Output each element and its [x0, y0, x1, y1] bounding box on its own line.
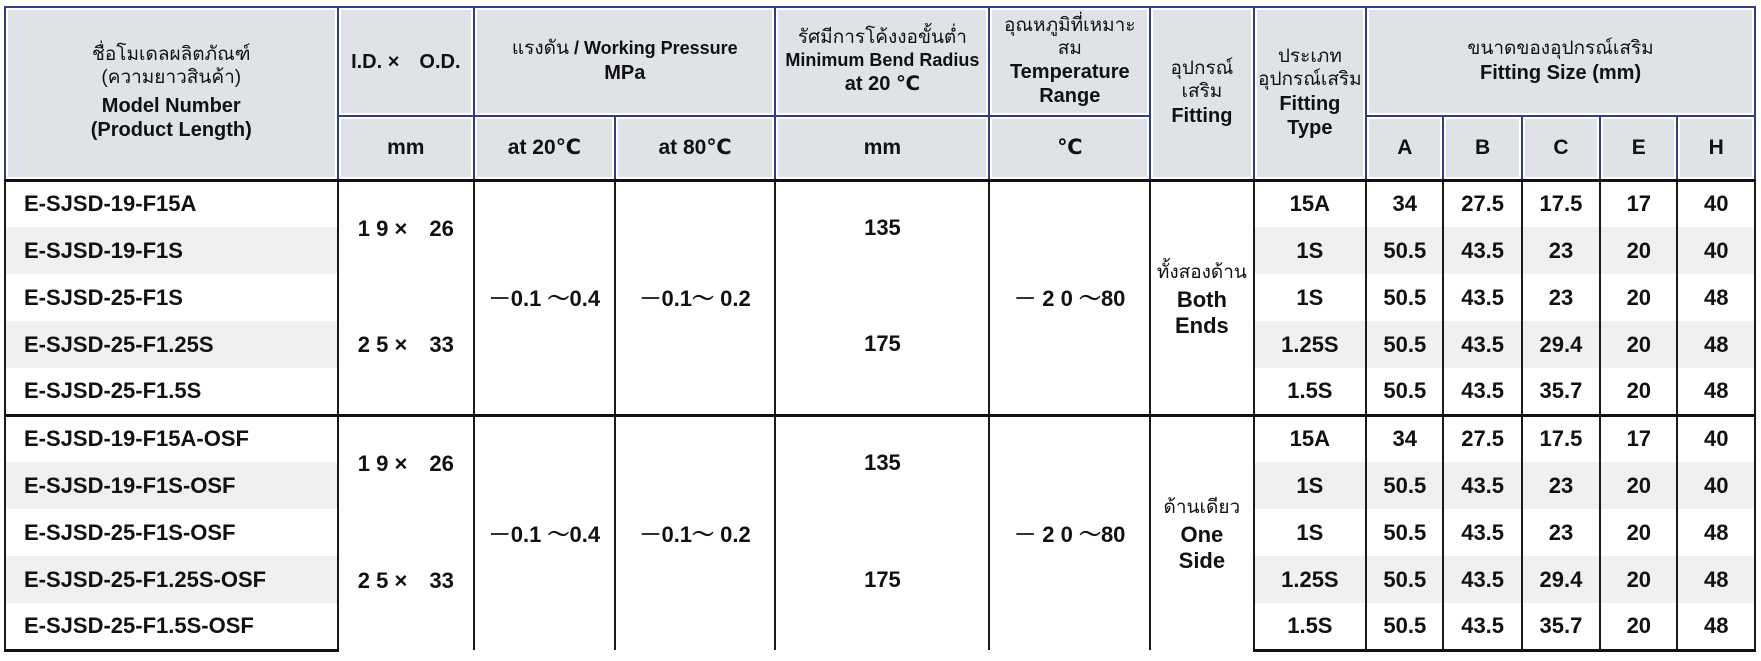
size-h-cell: 48 — [1677, 556, 1755, 603]
table-row — [5, 415, 1755, 462]
size-c-cell: 35.7 — [1522, 368, 1600, 415]
size-b-cell: 43.5 — [1443, 321, 1521, 368]
size-e-cell: 20 — [1600, 321, 1677, 368]
header-model-number: ชื่อโมเดลผลิตภัณฑ์ (ความยาวสินค้า) Model Number (Product Length) — [5, 7, 338, 180]
size-c-cell: 29.4 — [1522, 556, 1600, 603]
model-number-cell: E-SJSD-19-F15A — [5, 180, 338, 227]
header-bend-radius: รัศมีการโค้งงอขั้นต่ำ Minimum Bend Radius at 20 ℃ — [775, 7, 989, 116]
size-h-cell: 40 — [1677, 180, 1755, 227]
size-b-cell: 43.5 — [1443, 368, 1521, 415]
size-e-cell: 20 — [1600, 603, 1677, 650]
fitting-eng-label: One — [1180, 522, 1224, 548]
size-e-cell: 20 — [1600, 368, 1677, 415]
model-number-cell: E-SJSD-25-F1.25S — [5, 321, 338, 368]
model-number-cell: E-SJSD-25-F1S — [5, 274, 338, 321]
header-fitting-size: ขนาดของอุปกรณ์เสริม Fitting Size (mm) — [1366, 7, 1755, 116]
size-c-cell: 17.5 — [1522, 415, 1600, 462]
size-b-cell: 43.5 — [1443, 462, 1521, 509]
size-e-cell: 17 — [1600, 415, 1677, 462]
pressure-80c-cell: －0.1～ 0.2 — [615, 180, 776, 415]
pressure-20c-cell: －0.1 ～0.4 — [474, 415, 615, 650]
header-col-h: H — [1677, 116, 1755, 180]
fitting-type-cell: 1S — [1254, 274, 1367, 321]
id-od-cell: 2 5 × 33 — [338, 274, 475, 415]
header-col-a: A — [1366, 116, 1443, 180]
id-od-cell: 2 5 × 33 — [338, 509, 475, 650]
fitting-type-cell: 1S — [1254, 462, 1367, 509]
header-fitting: อุปกรณ์เสริม Fitting — [1150, 7, 1253, 180]
size-a-cell: 50.5 — [1366, 603, 1443, 650]
spec-table — [4, 6, 1756, 652]
size-c-cell: 29.4 — [1522, 321, 1600, 368]
table-body — [5, 180, 1755, 650]
size-a-cell: 50.5 — [1366, 462, 1443, 509]
pressure-80c-cell: －0.1～ 0.2 — [615, 415, 776, 650]
fitting-eng-label: Both — [1176, 286, 1227, 312]
size-a-cell: 50.5 — [1366, 227, 1443, 274]
size-a-cell: 34 — [1366, 415, 1443, 462]
size-a-cell: 50.5 — [1366, 274, 1443, 321]
size-h-cell: 48 — [1677, 274, 1755, 321]
model-number-cell: E-SJSD-25-F1.25S-OSF — [5, 556, 338, 603]
fitting-type-cell: 15A — [1254, 180, 1367, 227]
size-c-cell: 35.7 — [1522, 603, 1600, 650]
size-h-cell: 48 — [1677, 509, 1755, 556]
header-working-pressure: แรงดัน / Working Pressure MPa — [474, 7, 775, 116]
size-c-cell: 23 — [1522, 509, 1600, 556]
fitting-eng-label: Side — [1178, 548, 1226, 574]
size-c-cell: 23 — [1522, 274, 1600, 321]
size-a-cell: 50.5 — [1366, 368, 1443, 415]
header-fitting-type: ประเภท อุปกรณ์เสริม Fitting Type — [1254, 7, 1367, 180]
size-a-cell: 34 — [1366, 180, 1443, 227]
fitting-type-cell: 1S — [1254, 509, 1367, 556]
fitting-type-cell: 1.25S — [1254, 556, 1367, 603]
temperature-range-cell: － 2 0 ～80 — [989, 180, 1150, 415]
header-col-e: E — [1600, 116, 1677, 180]
model-number-cell: E-SJSD-25-F1S-OSF — [5, 509, 338, 556]
header-id-od: I.D. × O.D. — [338, 7, 475, 116]
size-c-cell: 17.5 — [1522, 180, 1600, 227]
size-h-cell: 40 — [1677, 415, 1755, 462]
id-od-cell: 1 9 × 26 — [338, 180, 475, 274]
size-b-cell: 43.5 — [1443, 509, 1521, 556]
size-e-cell: 20 — [1600, 509, 1677, 556]
size-h-cell: 48 — [1677, 368, 1755, 415]
id-od-cell: 1 9 × 26 — [338, 415, 475, 509]
model-number-cell: E-SJSD-25-F1.5S — [5, 368, 338, 415]
size-b-cell: 43.5 — [1443, 274, 1521, 321]
size-e-cell: 20 — [1600, 462, 1677, 509]
fitting-type-cell: 15A — [1254, 415, 1367, 462]
fitting-type-cell: 1S — [1254, 227, 1367, 274]
table-header — [5, 7, 1755, 180]
size-a-cell: 50.5 — [1366, 556, 1443, 603]
size-b-cell: 43.5 — [1443, 556, 1521, 603]
size-b-cell: 27.5 — [1443, 415, 1521, 462]
table-row — [5, 274, 1755, 321]
bend-radius-cell: 175 — [775, 509, 989, 650]
model-number-cell: E-SJSD-25-F1.5S-OSF — [5, 603, 338, 650]
header-col-c: C — [1522, 116, 1600, 180]
size-e-cell: 20 — [1600, 556, 1677, 603]
fitting-type-cell: 1.5S — [1254, 603, 1367, 650]
header-bend-unit: mm — [775, 116, 989, 180]
model-number-cell: E-SJSD-19-F1S — [5, 227, 338, 274]
bend-radius-cell: 175 — [775, 274, 989, 415]
fitting-eng-label: Ends — [1174, 312, 1229, 338]
fitting-thai-label: ทั้งสองด้าน — [1156, 261, 1247, 283]
size-e-cell: 20 — [1600, 227, 1677, 274]
fitting-cell — [1150, 180, 1253, 415]
header-unit-mm: mm — [338, 116, 475, 180]
size-a-cell: 50.5 — [1366, 509, 1443, 556]
size-e-cell: 20 — [1600, 274, 1677, 321]
header-col-b: B — [1443, 116, 1521, 180]
table-row — [5, 509, 1755, 556]
bend-radius-cell: 135 — [775, 180, 989, 274]
fitting-cell — [1150, 415, 1253, 650]
fitting-type-cell: 1.5S — [1254, 368, 1367, 415]
size-h-cell: 40 — [1677, 462, 1755, 509]
size-c-cell: 23 — [1522, 462, 1600, 509]
bend-radius-cell: 135 — [775, 415, 989, 509]
table-row — [5, 180, 1755, 227]
size-c-cell: 23 — [1522, 227, 1600, 274]
header-temperature: อุณหภูมิที่เหมาะสม Temperature Range — [989, 7, 1150, 116]
pressure-20c-cell: －0.1 ～0.4 — [474, 180, 615, 415]
size-h-cell: 40 — [1677, 227, 1755, 274]
header-at-80c: at 80℃ — [615, 116, 776, 180]
model-number-cell: E-SJSD-19-F15A-OSF — [5, 415, 338, 462]
size-b-cell: 27.5 — [1443, 180, 1521, 227]
size-h-cell: 48 — [1677, 603, 1755, 650]
size-b-cell: 43.5 — [1443, 227, 1521, 274]
header-at-20c: at 20℃ — [474, 116, 615, 180]
model-number-cell: E-SJSD-19-F1S-OSF — [5, 462, 338, 509]
size-b-cell: 43.5 — [1443, 603, 1521, 650]
size-e-cell: 17 — [1600, 180, 1677, 227]
fitting-thai-label: ด้านเดียว — [1163, 497, 1241, 519]
size-a-cell: 50.5 — [1366, 321, 1443, 368]
size-h-cell: 48 — [1677, 321, 1755, 368]
header-temp-unit: ℃ — [989, 116, 1150, 180]
fitting-type-cell: 1.25S — [1254, 321, 1367, 368]
temperature-range-cell: － 2 0 ～80 — [989, 415, 1150, 650]
